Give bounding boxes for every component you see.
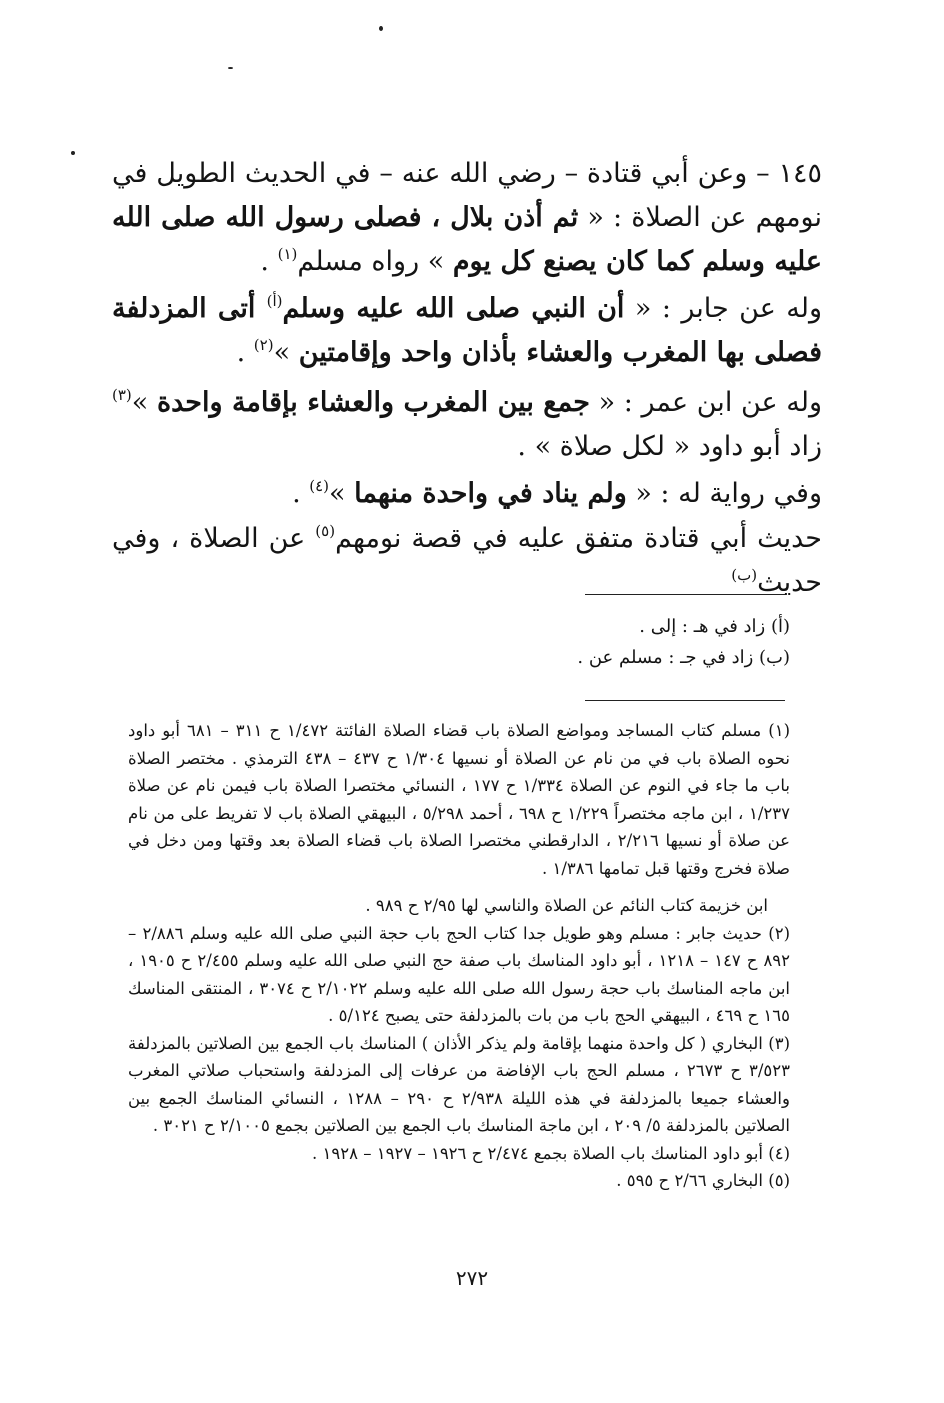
footnote-4: (٤) أبو داود المناسك باب الصلاة بجمع ٢/٤٧٤ ح ١٩٢٦ – ١٩٢٧ – ١٩٢٨ . bbox=[312, 1143, 790, 1163]
quote-close: » bbox=[131, 387, 157, 418]
footnote-ref: (٣) bbox=[112, 386, 132, 404]
commentary-paragraph bbox=[112, 517, 822, 605]
sentence-end: . bbox=[292, 478, 310, 509]
hadith-number: ١٤٥ bbox=[778, 158, 822, 189]
narration-quote-bold: جمع بين المغرب والعشاء بإقامة واحدة bbox=[156, 387, 590, 418]
hadith-attribution: » رواه مسلم bbox=[297, 246, 453, 277]
footnote-5: (٥) البخاري ٢/٦٦ ح ٥٩٥ . bbox=[616, 1171, 790, 1190]
footnote-2: (٢) حديث جابر : مسلم وهو طويل جدا كتاب الحج باب حجة النبي صلى الله عليه وسلم ٢/٨٨٦ – ٨٩٢ ح ١٤٧ – ١٢١٨ ، أبو داود المناسك باب صفة حج النبي صلى الله عليه وسلم ٢/٤٥٥ ح ١٩٠٥ ، ابن ماجه المناسك باب حجة رسول الله صلى الله عليه وسلم ٢/١٠٢٢ ح ٣٠٧٤ ، المنتقى المناسك ١٦٥ ح ٤٦٩ ، البيهقي الحج باب من بات بالمزدلفة حتى يصبح ٥/١٢٤ . bbox=[128, 923, 791, 1025]
footnote-divider bbox=[585, 700, 785, 701]
quote-close: » bbox=[329, 478, 355, 509]
hadith-145-paragraph bbox=[112, 152, 822, 284]
narration-intro-text: وله عن ابن عمر : « bbox=[589, 387, 823, 418]
commentary-text: حديث أبي قتادة متفق عليه في قصة نومهم bbox=[335, 523, 822, 554]
footnote-3: (٣) البخاري ( كل واحدة منهما بإقامة ولم يذكر الأذان ) المناسك باب الجمع بين الصلاتين بالمزدلفة ٣/٥٢٣ ح ٢٦٧٣ ، مسلم الحج باب الإفاضة من عرفات إلى المزدلفة واستحباب صلاتي المغرب والعشاء جميعا بالمزدلفة في هذه الليلة ٢/٩٣٨ ح ٢٩٠ – ١٢٨٨ ، النسائي المناسك الجمع بين الصلاتين بالمزدلفة ٥/ ٢٠٩ ، ابن ماجة المناسك باب الجمع بين الصلاتين بجمع ٢/١٠٠٥ ح ٣٠٢١ . bbox=[128, 1033, 790, 1135]
page-number: ٢٧٢ bbox=[455, 1266, 489, 1290]
scan-speck bbox=[71, 151, 75, 155]
narration-intro-text: وفي رواية له : « bbox=[626, 478, 822, 509]
footnote-1: (١) مسلم كتاب المساجد ومواضع الصلاة باب قضاء الصلاة الفائتة ١/٤٧٢ ح ٣١١ – ٦٨١ أبو داود نحوه الصلاة باب في من نام عن الصلاة أو نسيها ١/٣٠٤ ح ٤٣٧ – ٤٣٨ الترمذي . مختصر الصلاة باب ما جاء في النوم عن الصلاة ١/٣٣٤ ح ١٧٧ ، النسائي مختصرا الصلاة باب فيمن نام عن صلاة ١/٢٣٧ ، ابن ماجه مختصراً ١/٢٢٩ ح ٦٩٨ ، أحمد ٥/٢٩٨ ، البيهقي الصلاة باب لا تفريط على من نام عن صلاة أو نسيها ٢/٢١٦ ، الدارقطني مختصرا الصلاة باب قضاء الصلاة بعد وقتها ومن دخل في صلاة فخرج وقتها قبل تمامها ١/٣٨٦ . bbox=[128, 721, 791, 878]
variant-narration-paragraph bbox=[112, 472, 822, 516]
narration-quote-bold: أن النبي صلى الله عليه وسلم bbox=[282, 293, 625, 324]
hadith-intro-text: – وعن أبي قتادة – رضي الله عنه – في الحديث الطويل في نومهم عن الصلاة : « bbox=[112, 158, 823, 233]
ibn-umar-narration-paragraph bbox=[112, 381, 822, 469]
footnote-ref: (٥) bbox=[315, 522, 336, 540]
footnote-1-extra: ابن خزيمة كتاب النائم عن الصلاة والناسي لها ٢/٩٥ ح ٩٨٩ . bbox=[365, 896, 768, 915]
footnote-ref: (٢) bbox=[253, 336, 274, 354]
scan-speck bbox=[379, 26, 383, 31]
variant-note: (أ) زاد في هـ : إلى . bbox=[639, 616, 790, 637]
sentence-end: . bbox=[260, 246, 278, 277]
footnote-ref: (١) bbox=[277, 245, 298, 263]
jabir-narration-paragraph bbox=[112, 287, 822, 375]
narration-quote-bold: ولم يناد في واحدة منهما bbox=[354, 478, 627, 509]
footnote-ref: (٤) bbox=[309, 477, 330, 495]
narration-tail-text: زاد أبو داود « لكل صلاة » . bbox=[517, 431, 822, 462]
quote-close: » bbox=[273, 337, 299, 368]
variant-note: (ب) زاد في جـ : مسلم عن . bbox=[577, 647, 790, 668]
narration-quote-bold: أتى المزدلفة فصلى بها المغرب والعشاء بأذان واحد وإقامتين bbox=[112, 293, 822, 368]
variant-notes bbox=[300, 611, 790, 673]
sentence-end: . bbox=[236, 337, 254, 368]
hadith-quote-bold: ثم أذن بلال ، فصلى رسول الله صلى الله عليه وسلم كما كان يصنع كل يوم bbox=[112, 202, 822, 277]
narration-intro-text: وله عن جابر : « bbox=[624, 293, 822, 324]
variant-ref: (ب) bbox=[731, 566, 758, 584]
scan-speck bbox=[228, 67, 233, 69]
footnotes bbox=[128, 717, 790, 1195]
variant-ref: (أ) bbox=[266, 292, 283, 310]
footnote-divider bbox=[585, 594, 785, 595]
commentary-text: عن الصلاة ، وفي حديث bbox=[112, 523, 822, 598]
